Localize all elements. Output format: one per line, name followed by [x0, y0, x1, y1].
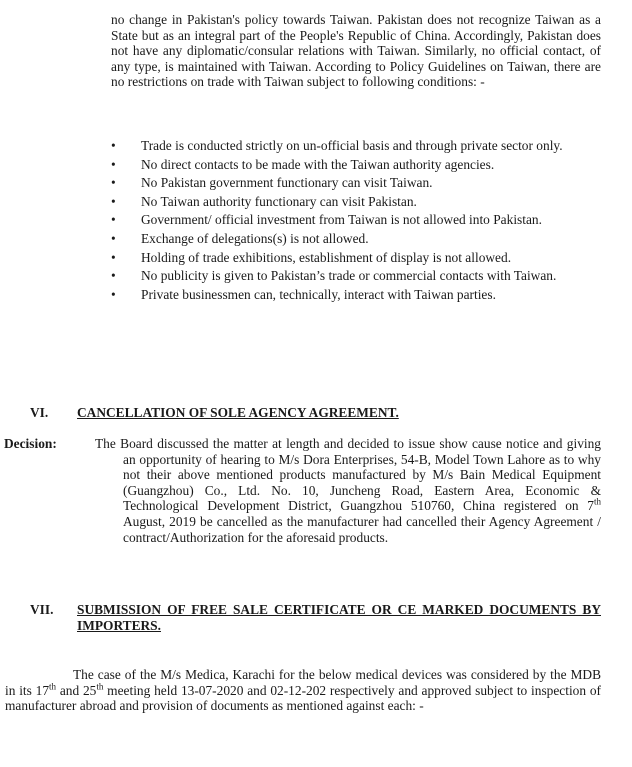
section-vi-number: VI.: [30, 405, 49, 420]
paragraph-text-part: The case of the M/s Medica, Karachi for the below medical devices was considered by the MDB in its 17: [5, 667, 601, 698]
paragraph-text-part: and 25: [56, 682, 97, 698]
condition-item: • No publicity is given to Pakistan’s trade or commercial contacts with Taiwan.: [111, 268, 601, 284]
paragraph-text-part: meeting held 13-07-2020 and 02-12-202 respectively and approved subject to inspection of manufacturer abroad and provision of documents as mentioned against each: -: [5, 682, 602, 714]
ordinal-suffix: th: [96, 681, 104, 692]
ordinal-suffix: th: [49, 681, 57, 692]
section-vii-paragraph: [5, 667, 601, 714]
condition-item: • Government/ official investment from Taiwan is not allowed into Pakistan.: [111, 212, 601, 228]
condition-item: • Private businessmen can, technically, interact with Taiwan parties.: [111, 287, 601, 303]
condition-item: • Exchange of delegations(s) is not allowed.: [111, 231, 601, 247]
section-vi-title: CANCELLATION OF SOLE AGENCY AGREEMENT.: [77, 405, 399, 420]
intro-paragraph: no change in Pakistan's policy towards Taiwan. Pakistan does not recognize Taiwan as a State but as an integral part of the People's Republic of China. Accordingly, Pakistan does not have any diplomatic/consular relations with Taiwan. Similarly, no official contact, of any type, is maintained with Taiwan. According to Policy Guidelines on Taiwan, there are no restrictions on trade with Taiwan subject to following conditions: -: [111, 12, 601, 90]
condition-item: • No Pakistan government functionary can visit Taiwan.: [111, 175, 601, 191]
ordinal-suffix: th: [593, 496, 601, 507]
condition-item: • Trade is conducted strictly on un-official basis and through private sector only.: [111, 138, 601, 154]
decision-text-part: The Board discussed the matter at length and decided to issue show cause notice and giving an opportunity of hearing to M/s Dora Enterprises, 54-B, Model Town Lahore as to why not their above mentioned products manufactured by M/s Bain Medical Equipment (Guangzhou) Co., Ltd. No. 10, Juncheng Road, Eastern Area, Economic & Technological Development District, Guangzhou 510760, China registered on 7: [95, 436, 601, 514]
section-vii-title: SUBMISSION OF FREE SALE CERTIFICATE OR CE MARKED DOCUMENTS BY IMPORTERS.: [77, 602, 601, 633]
decision-label: Decision:: [4, 436, 57, 451]
section-vii-number: VII.: [30, 602, 54, 617]
condition-item: • No direct contacts to be made with the Taiwan authority agencies.: [111, 157, 601, 173]
condition-item: • Holding of trade exhibitions, establishment of display is not allowed.: [111, 250, 601, 266]
decision-text-part: August, 2019 be cancelled as the manufacturer had cancelled their Agency Agreement / contract/Authorization for the aforesaid products.: [123, 513, 601, 545]
taiwan-trade-conditions-list: [111, 138, 601, 302]
condition-item: • No Taiwan authority functionary can visit Pakistan.: [111, 194, 601, 210]
decision-text: [95, 436, 601, 545]
